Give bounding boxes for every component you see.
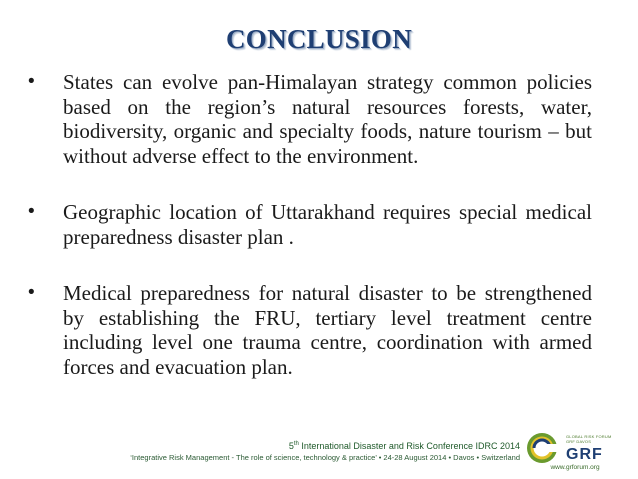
bullet-text: Medical preparedness for natural disaster to be strengthened by establishing the FRU, tertiary level treatment centre including level one trauma centre, coordination with armed forces and evacuation plan. — [63, 281, 592, 379]
logo-small-text — [566, 434, 611, 444]
conference-name — [0, 438, 520, 452]
logo-url[interactable]: www.grforum.org — [550, 464, 600, 471]
bullet-text: Geographic location of Uttarakhand requires special medical preparedness disaster plan . — [63, 200, 592, 249]
footer — [0, 438, 520, 464]
bullet-item — [26, 200, 592, 249]
bullet-marker: • — [28, 201, 35, 222]
logo-small-text-line1: GLOBAL RISK FORUM — [566, 434, 612, 439]
logo-cut — [542, 444, 558, 452]
logo-word: GRF — [566, 446, 603, 463]
bullet-list — [26, 70, 592, 411]
slide-title: CONCLUSION — [225, 24, 413, 54]
bullet-item — [26, 70, 592, 168]
conference-title: International Disaster and Risk Conference IDRC 2014 — [298, 441, 520, 451]
conference-ordinal: th — [293, 441, 299, 447]
bullet-text: States can evolve pan-Himalayan strategy common policies based on the region’s natural resources forests, water, biodiversity, organic and specialty foods, nature tourism – but without adverse effect to the environment. — [63, 70, 592, 168]
logo-small-text-line2: GRF DAVOS — [566, 439, 592, 444]
conference-tagline: ‘Integrative Risk Management - The role of science, technology & practice’ • 24-28 August 2014 • Davos • Switzerland — [130, 453, 520, 462]
bullet-marker: • — [28, 71, 35, 92]
bullet-marker: • — [28, 282, 35, 303]
conference-number: 5 — [288, 441, 294, 451]
bullet-item — [26, 281, 592, 379]
